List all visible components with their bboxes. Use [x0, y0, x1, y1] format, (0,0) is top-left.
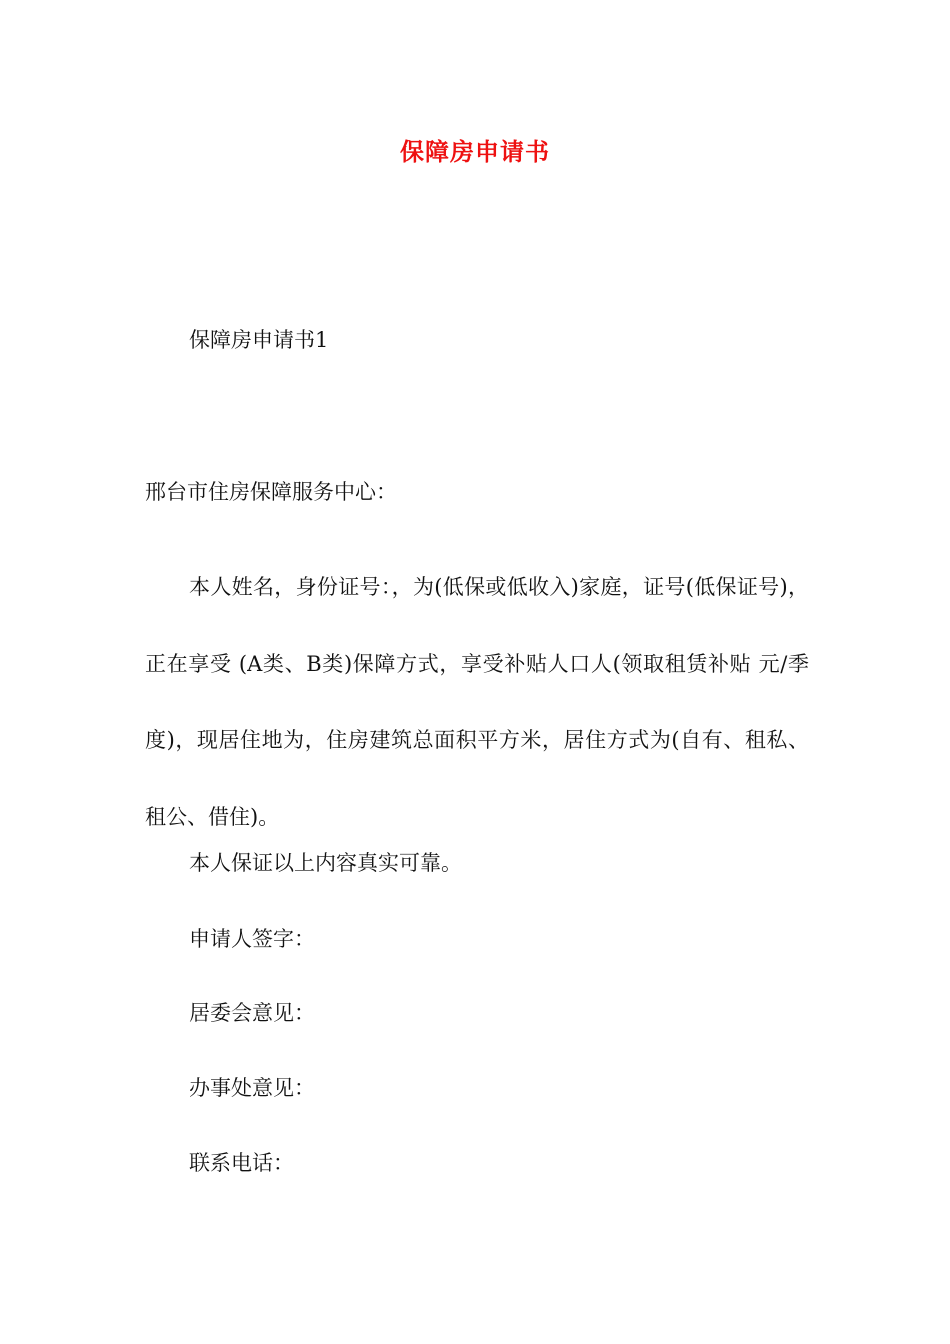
guarantee-statement: 本人保证以上内容真实可靠。 — [189, 851, 462, 875]
addressee: 邢台市住房保障服务中心： — [145, 480, 397, 504]
document-title: 保障房申请书 — [400, 138, 550, 166]
applicant-signature-label: 申请人签字： — [189, 927, 315, 951]
section-heading: 保障房申请书1 — [189, 328, 329, 352]
phone-label: 联系电话： — [189, 1151, 294, 1175]
application-body-paragraph: 本人姓名，身份证号：，为(低保或低收入)家庭，证号(低保证号)，正在享受 (A类、B类)保障方式，享受补贴人口人(领取租赁补贴 元/季度)，现居住地为，住房建筑总面积平方米，居住方式为(自有、租私、租公、借住)。 — [145, 575, 809, 829]
committee-opinion-label: 居委会意见： — [189, 1001, 315, 1025]
office-opinion-label: 办事处意见： — [189, 1076, 315, 1100]
